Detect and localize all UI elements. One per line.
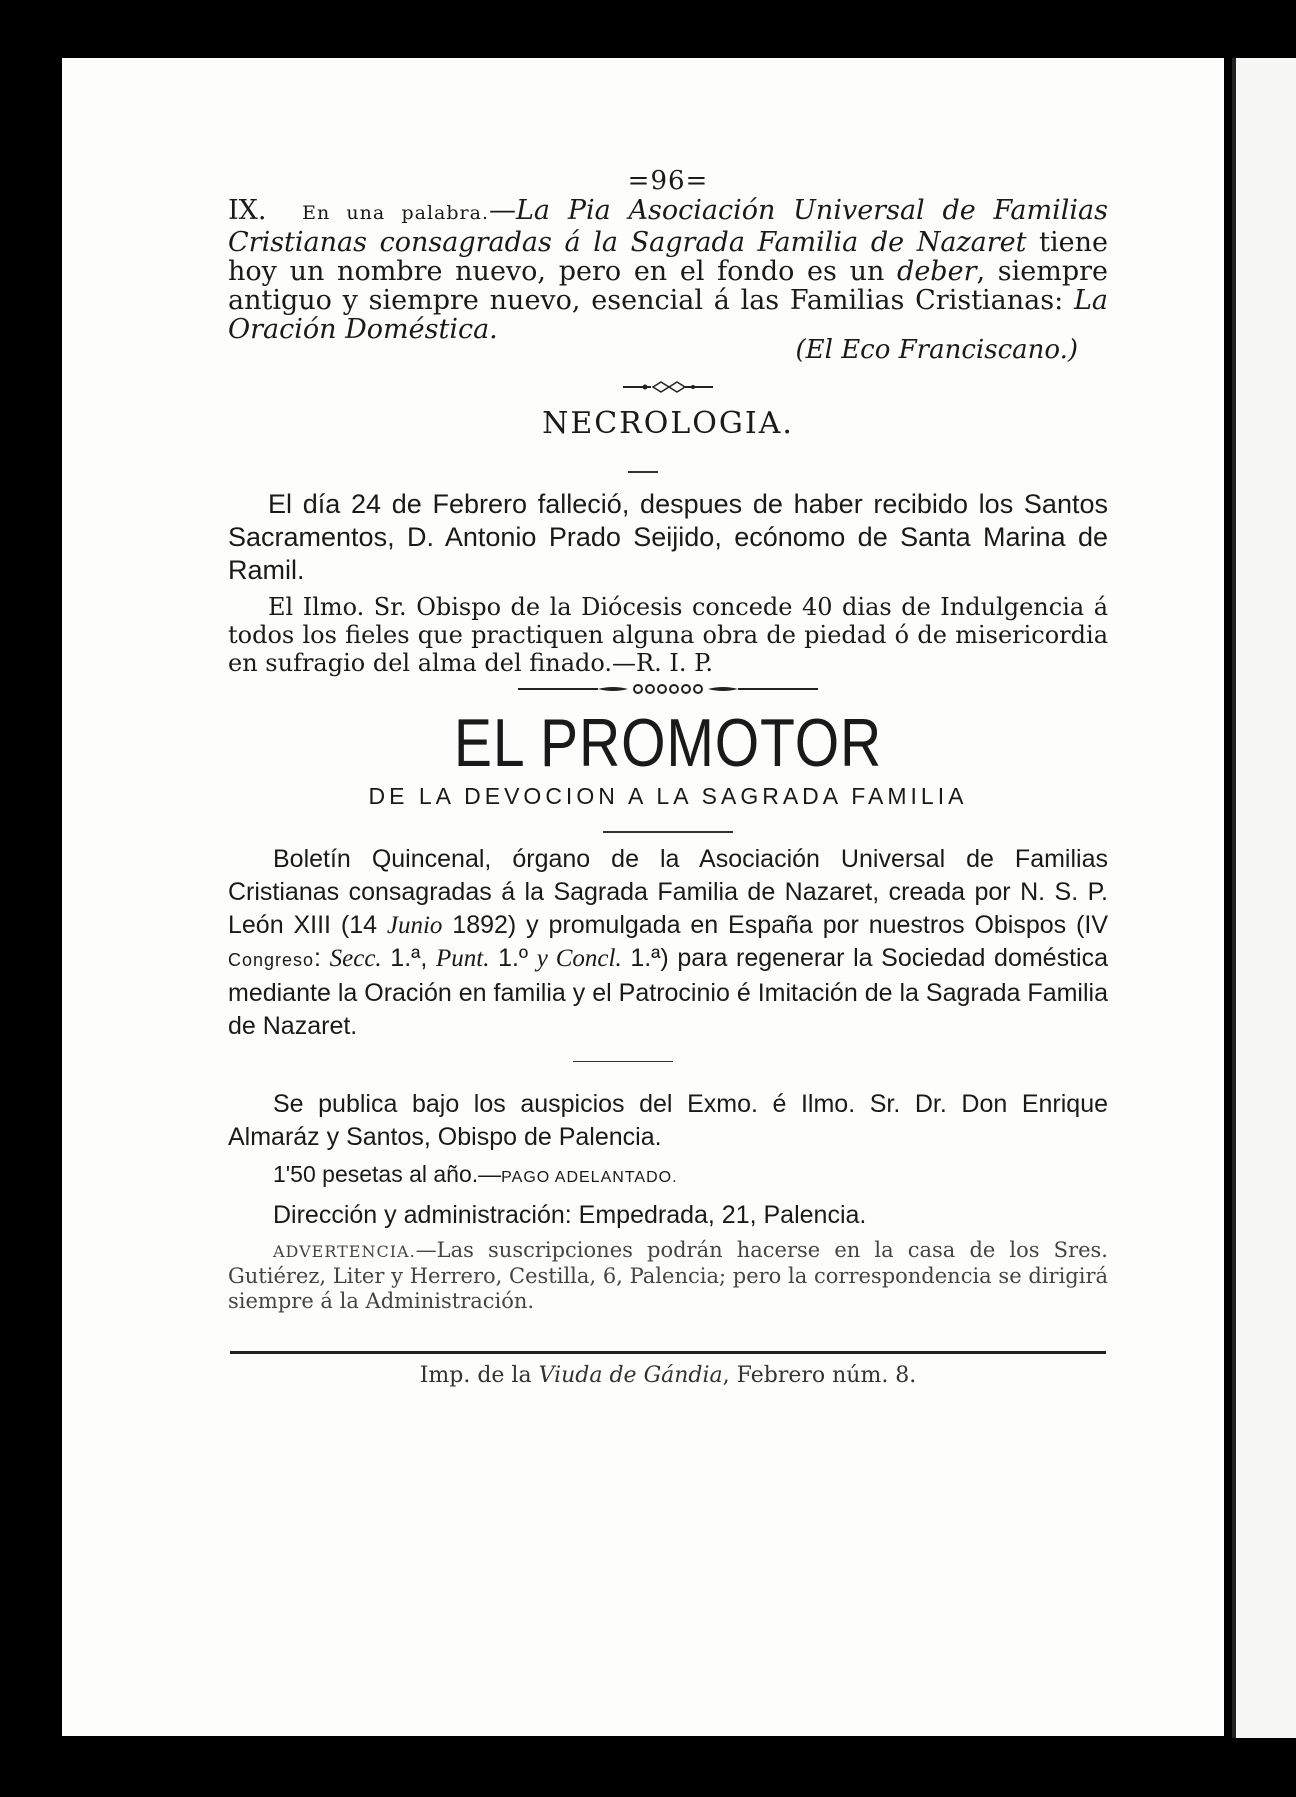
- price-note: PAGO ADELANTADO.: [501, 1169, 678, 1186]
- necrologia-rule: [628, 471, 658, 473]
- item-ix-dash: —: [489, 195, 516, 226]
- item-ix-text-2: , siempre antiguo y siempre nuevo, esencial á las Familias Cristianas:: [228, 256, 1108, 316]
- imprint-part-2: , Febrero núm. 8.: [722, 1363, 917, 1388]
- boletin-part-6: 1.ª) para regenerar la Sociedad doméstica mediante la Oración en familia y el Patrocinio é Imitación de la Sagrada Familia de Nazaret.: [228, 944, 1108, 1040]
- item-ix-numeral: IX.: [228, 195, 267, 226]
- boletin-punt: Punt.: [435, 945, 490, 972]
- item-ix-italic-1: La Pia Asociación Universal de Familias Cristianas consagradas á la Sagrada Familia de Nazaret: [228, 195, 1108, 258]
- necrologia-text: El día 24 de Febrero falleció, despues de haber recibido los Santos Sacramentos, D. Antonio Prado Seijido, ecónomo de Santa Marina de Ramil.: [228, 489, 1108, 585]
- page-number: =96=: [627, 166, 709, 196]
- item-ix-lead: En una palabra.: [302, 202, 489, 224]
- boletin-part-5: 1.º: [489, 944, 537, 972]
- direccion-text: Dirección y administración: Empedrada, 21, Palencia.: [273, 1201, 867, 1229]
- boletin-part-2: 1892) y promulgada en España por nuestros Obispos (IV: [442, 911, 1108, 939]
- advertencia-text: —Las suscripciones podrán hacerse en la casa de los Sres. Gutiérez, Liter y Herrero, Cestilla, 6, Palencia; pero la correspondencia se dirigirá siempre á la Administración.: [228, 1238, 1108, 1313]
- boletin-part-3: :: [314, 944, 330, 972]
- item-ix-text-1: tiene hoy un nombre nuevo, pero en el fondo es un: [228, 227, 1108, 287]
- boletin-part-4: 1.ª,: [381, 944, 436, 972]
- item-ix-paragraph: [228, 196, 1108, 344]
- document-page: [62, 58, 1224, 1736]
- footer-rule: [230, 1351, 1106, 1354]
- section-ornament: [228, 376, 1108, 397]
- price-value: 1'50 pesetas al año.: [273, 1161, 479, 1187]
- advertencia-paragraph: [228, 1238, 1108, 1314]
- boletin-junio: Junio: [386, 912, 443, 939]
- price-dash: —: [478, 1161, 502, 1187]
- ornament-chain-icon: [518, 682, 818, 696]
- boletin-rule: [573, 1061, 673, 1062]
- boletin-secc: Secc.: [329, 945, 382, 972]
- advertencia-label: ADVERTENCIA.: [273, 1242, 416, 1261]
- item-ix-source: (El Eco Franciscano.): [795, 335, 1078, 365]
- adjacent-page-edge: [1232, 58, 1296, 1738]
- imprint-printer: Viuda de Gándia: [538, 1363, 723, 1388]
- auspicios-text: Se publica bajo los auspicios del Exmo. é Ilmo. Sr. Dr. Don Enrique Almaráz y Santos, Obispo de Palencia.: [228, 1090, 1108, 1151]
- ornament-flourish-icon: [623, 380, 713, 394]
- necrologia-title: NECROLOGIA.: [542, 406, 794, 441]
- price-line: [273, 1161, 678, 1188]
- promotor-title: EL PROMOTOR: [453, 705, 883, 781]
- item-ix-italic-2: deber: [897, 256, 977, 287]
- imprint-part-1: Imp. de la: [419, 1363, 539, 1388]
- section-ornament: [228, 678, 1108, 699]
- boletin-congreso: Congreso: [228, 950, 315, 970]
- promotor-subtitle: DE LA DEVOCION A LA SAGRADA FAMILIA: [368, 783, 968, 809]
- promotor-rule: [603, 831, 733, 833]
- boletin-concl: y Concl.: [536, 945, 622, 972]
- boletin-paragraph: [228, 843, 1108, 1043]
- indulgence-text: El Ilmo. Sr. Obispo de la Diócesis concede 40 dias de Indulgencia á todos los fieles que practiquen alguna obra de piedad ó de misericordia en sufragio del alma del finado.—R. I. P.: [228, 593, 1108, 677]
- boletin-part-1: Boletín Quincenal, órgano de la Asociación Universal de Familias Cristianas consagradas á la Sagrada Familia de Nazaret, creada por N. S. P. León XIII (14: [228, 845, 1108, 939]
- item-ix-italic-3: La Oración Doméstica.: [228, 285, 1108, 345]
- footer-imprint: [228, 1363, 1108, 1388]
